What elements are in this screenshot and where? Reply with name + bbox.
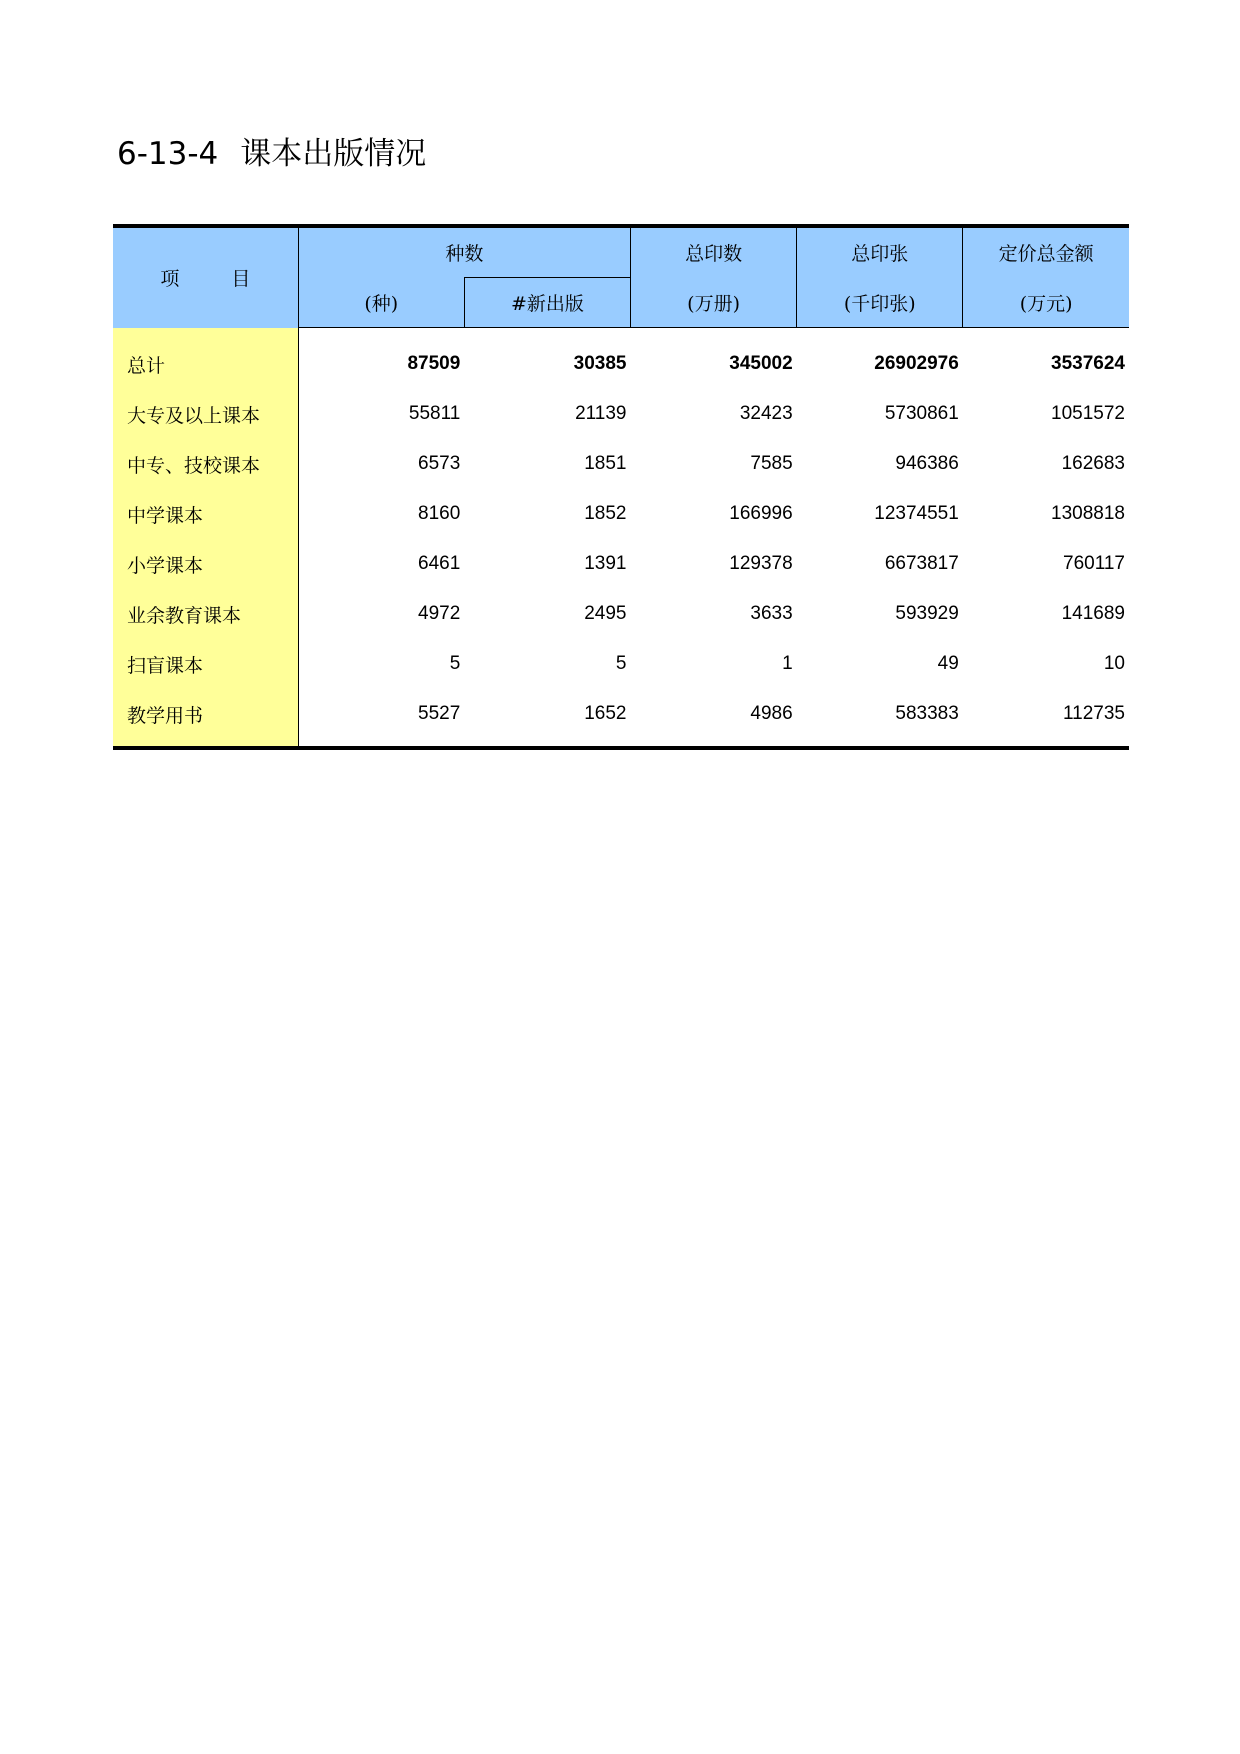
cell-new-publication: 1652 [584, 703, 627, 724]
row-label: 中专、技校课本 [113, 439, 298, 489]
cell-total-sheets: 583383 [895, 703, 959, 724]
cell-new-publication: 30385 [573, 353, 627, 374]
row-label: 小学课本 [113, 539, 298, 589]
spacer-row [113, 739, 1129, 748]
table-row [113, 539, 1129, 589]
cell-total-prints: 1 [782, 653, 793, 674]
cell-total-prints: 32423 [739, 403, 793, 424]
header-total-sheets-unit: (千印张) [797, 278, 963, 328]
table-row [113, 489, 1129, 539]
cell-total-price: 1051572 [1051, 403, 1125, 424]
cell-total-price: 3537624 [1051, 353, 1125, 374]
header-item: 项 目 [113, 226, 298, 328]
header-total-prints-unit: (万册) [631, 278, 797, 328]
cell-total-price: 10 [1103, 653, 1125, 674]
table-row [113, 389, 1129, 439]
row-label: 扫盲课本 [113, 639, 298, 689]
page-title [117, 128, 426, 173]
header-total-price: 定价总金额 [963, 226, 1129, 278]
cell-species: 6573 [418, 453, 461, 474]
cell-total-sheets: 49 [937, 653, 959, 674]
cell-total-sheets: 5730861 [884, 403, 959, 424]
cell-total-price: 162683 [1061, 453, 1125, 474]
header-species-unit: (种) [298, 278, 464, 328]
cell-total-sheets: 946386 [895, 453, 959, 474]
table-row [113, 689, 1129, 739]
cell-species: 5527 [418, 703, 461, 724]
header-total-sheets: 总印张 [797, 226, 963, 278]
row-label: 中学课本 [113, 489, 298, 539]
cell-new-publication: 2495 [584, 603, 627, 624]
row-label: 大专及以上课本 [113, 389, 298, 439]
cell-total-sheets: 593929 [895, 603, 959, 624]
row-label: 业余教育课本 [113, 589, 298, 639]
cell-species: 5 [449, 653, 461, 674]
cell-total-prints: 166996 [729, 503, 793, 524]
spacer-row [113, 328, 1129, 340]
header-row-top [113, 226, 1129, 278]
header-species: 种数 [298, 226, 630, 278]
cell-new-publication: 1851 [584, 453, 627, 474]
header-new-publication: #新出版 [464, 278, 630, 328]
cell-total-prints: 3633 [750, 603, 793, 624]
cell-total-sheets: 26902976 [874, 353, 959, 374]
title-text: 课本出版情况 [240, 136, 427, 172]
table-row [113, 589, 1129, 639]
cell-total-sheets: 12374551 [874, 503, 959, 524]
cell-new-publication: 1391 [584, 553, 627, 574]
cell-total-price: 141689 [1061, 603, 1125, 624]
cell-species: 6461 [418, 553, 461, 574]
cell-total-price: 1308818 [1051, 503, 1125, 524]
cell-total-prints: 4986 [750, 703, 793, 724]
cell-species: 8160 [418, 503, 461, 524]
cell-total-price: 112735 [1063, 703, 1125, 724]
cell-total-prints: 7585 [750, 453, 793, 474]
cell-new-publication: 1852 [584, 503, 627, 524]
row-label: 总计 [113, 339, 298, 389]
textbook-publication-table [113, 224, 1129, 750]
header-total-price-unit: (万元) [963, 278, 1129, 328]
table-row-total [113, 339, 1129, 389]
row-label: 教学用书 [113, 689, 298, 739]
cell-species: 4972 [418, 603, 461, 624]
table-row [113, 439, 1129, 489]
cell-species: 87509 [407, 353, 461, 374]
table-row [113, 639, 1129, 689]
cell-total-sheets: 6673817 [884, 553, 959, 574]
header-total-prints: 总印数 [631, 226, 797, 278]
cell-new-publication: 5 [615, 653, 627, 674]
cell-new-publication: 21139 [575, 403, 627, 424]
cell-total-price: 760117 [1063, 553, 1125, 574]
cell-total-prints: 345002 [729, 353, 793, 374]
cell-species: 55811 [408, 403, 461, 424]
title-code: 6-13-4 [117, 136, 219, 172]
cell-total-prints: 129378 [729, 553, 793, 574]
